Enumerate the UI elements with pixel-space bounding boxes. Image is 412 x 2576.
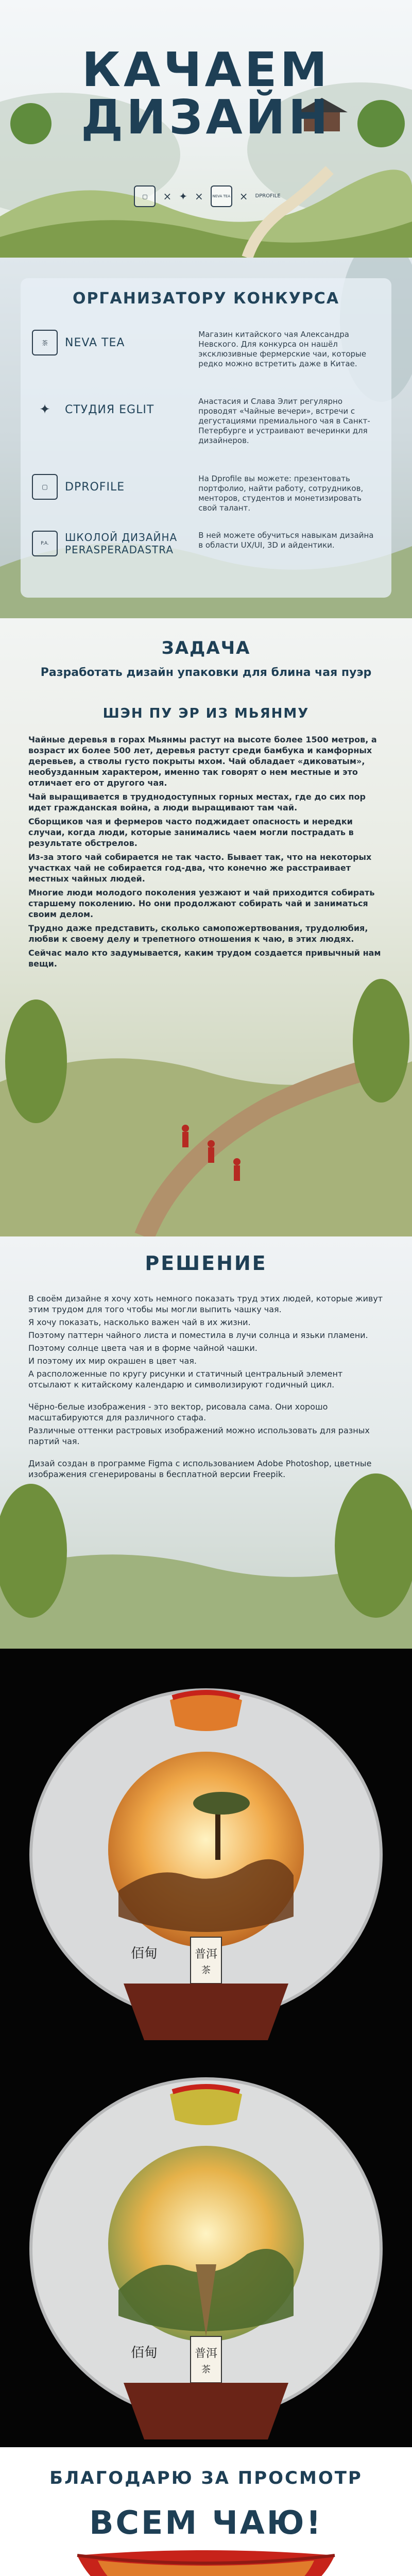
- solution-paragraph: А расположенные по кругу рисунки и статичный центральный элемент отсылают к китайскому календарю и символизируют годичный цикл.: [28, 1369, 343, 1389]
- neva-tea-logo-text: NEVA TEA: [212, 194, 231, 198]
- solution-paragraph: Я хочу показать, насколько важен чай в их жизни.: [28, 1317, 251, 1327]
- seal-text-2: 茶: [201, 1965, 211, 1976]
- task-paragraph: Чай выращивается в труднодоступных горных местах, где до сих пор идет гражданская война, а люди выращивают там чай.: [28, 792, 366, 812]
- organizer-desc: На Dprofile вы можете: презентовать портфолио, найти работу, сотрудников, менторов, студентов и монетизировать свой талант.: [198, 474, 364, 513]
- task-text: [28, 734, 384, 972]
- organizer-name: NEVA TEA: [65, 336, 125, 349]
- seal-text-3: 佰甸: [130, 2345, 158, 2361]
- logo-separator: ×: [163, 190, 172, 202]
- solution-paragraph: Поэтому паттерн чайного листа и поместила в лучи солнца и язьки пламени.: [28, 1330, 368, 1340]
- seal-text-1: 普洱: [194, 2347, 218, 2360]
- thanks-line-2: ВСЕМ ЧАЮ!: [89, 2504, 323, 2541]
- solution-paragraph: Чёрно-белые изображения - это вектор, рисовала сама. Они хорошо масштабируются для различного стафа.: [28, 1402, 328, 1422]
- solution-paragraph: В своём дизайне я хочу хоть немного показать труд этих людей, которые живут этим трудом для того чтобы мы могли выпить чашку чая.: [28, 1294, 383, 1314]
- logo-separator-3: ×: [239, 190, 248, 202]
- star-icon: ✦: [179, 190, 187, 202]
- star-icon: ✦: [39, 402, 50, 417]
- logo-separator-2: ×: [195, 190, 203, 202]
- seal-text-1: 普洱: [194, 1948, 218, 1961]
- organizer-desc: Анастасия и Слава Элит регулярно проводят «Чайные вечери», встречи с дегустациями премиального чая в Санкт-Петербурге и устраивают вечеринки для дизайнеров.: [198, 397, 370, 445]
- task-paragraph: Сборщиков чая и фермеров часто поджидает опасность и нередки случаи, когда люди, которые занимались чаем могли пострадать в результате обстрелов.: [28, 817, 354, 848]
- organizer-perasperadastra: [32, 531, 380, 556]
- task-section: [0, 618, 412, 1236]
- dprofile-logo-text: DPROFILE: [255, 193, 281, 199]
- hero-section: [0, 0, 412, 258]
- organizers-card: [21, 278, 391, 598]
- organizer-name: DPROFILE: [65, 480, 125, 494]
- solution-paragraph: И поэтому их мир окрашен в цвет чая.: [28, 1356, 197, 1366]
- neva-tea-logo-icon: [211, 185, 232, 207]
- task-heading: ЗАДАЧА: [161, 638, 251, 658]
- perasperadastra-logo-icon: P.A.: [32, 531, 58, 556]
- task-paragraph: Чайные деревья в горах Мьянмы растут на высоте более 1500 метров, а возраст их более 500 лет, деревья растут среди бамбука и камфорных деревьев, а стволы густо покрыты мхом. Чай обладает «диковатым», необузданным характером, именно так говорят о нем местные и это отличает его от другого чая.: [28, 735, 377, 788]
- task-paragraph: Из-за этого чай собирается не так часто. Бывает так, что на некоторых участках чай не собирается год-два, что конечно же расстраивает местных чайных людей.: [28, 852, 372, 884]
- egl-logo-icon: ▢: [134, 185, 156, 207]
- hero-logos: [0, 185, 412, 207]
- dprofile-logo-icon: ▢: [32, 474, 58, 500]
- solution-heading: РЕШЕНИЕ: [145, 1252, 267, 1275]
- organizer-desc: Магазин китайского чая Александра Невского. Для конкурса он нашёл эксклюзивные фермерские чаи, которые редко можно встретить даже в Китае.: [198, 330, 367, 368]
- seal-text-2: 茶: [201, 2364, 211, 2375]
- hero-title-line-1: КАЧАЕМ: [81, 42, 331, 97]
- organizer-dprofile: [32, 474, 380, 513]
- organizer-name: СТУДИЯ EGLIT: [65, 403, 154, 416]
- task-paragraph: Многие люди молодого поколения уезжают и чай приходится собирать старшему поколению. Но они продолжают собирать чай и заниматься своим делом.: [28, 888, 375, 919]
- organizer-desc: В ней можете обучиться навыкам дизайна в области UX/UI, 3D и айдентики.: [198, 531, 374, 550]
- task-paragraph: Сейчас мало кто задумывается, каким трудом создается привычный нам вещи.: [28, 948, 381, 969]
- solution-paragraph: Дизай создан в программе Figma с использованием Adobe Photoshop, цветные изображения сгенерированы в бесплатной версии Freepik.: [28, 1459, 372, 1479]
- organizer-neva-tea: [32, 330, 380, 369]
- organizer-name: ШКОЛОЙ ДИЗАЙНА PERASPERADASTRA: [65, 531, 178, 556]
- organizers-heading: ОРГАНИЗАТОРУ КОНКУРСА: [72, 290, 340, 308]
- thanks-line-1: БЛАГОДАРЮ ЗА ПРОСМОТР: [49, 2468, 363, 2488]
- hero-title-line-2: ДИЗАЙН: [81, 90, 331, 145]
- seal-text-3: 佰甸: [130, 1946, 158, 1961]
- tea-cup-icon: [0, 2550, 412, 2576]
- hero-title: [0, 42, 412, 145]
- solution-paragraph: Поэтому солнце цвета чая и в форме чайной чашки.: [28, 1343, 258, 1353]
- organizer-eglit: [32, 397, 380, 446]
- product-mockup-2: [0, 2048, 412, 2447]
- task-paragraph: Трудно даже представить, сколько самопожертвования, трудолюбия, любви к своему делу и трепетного отношения к чаю, в этих людях.: [28, 923, 368, 944]
- solution-text: [28, 1293, 384, 1482]
- tea-cake-mockup-1: [0, 1649, 412, 2048]
- task-subtitle: Разработать дизайн упаковки для блина чая пуэр: [40, 666, 372, 679]
- product-mockup-1: [0, 1649, 412, 2048]
- thanks-section: [0, 2447, 412, 2576]
- organizers-section: [0, 258, 412, 618]
- puer-heading: ШЭН ПУ ЭР ИЗ МЬЯНМУ: [102, 706, 310, 721]
- tea-cake-mockup-2: [0, 2048, 412, 2447]
- neva-tea-logo-icon: 茶: [32, 330, 58, 355]
- solution-paragraph: Различные оттенки растровых изображений можно использовать для разных партий чая.: [28, 1426, 370, 1446]
- solution-section: [0, 1236, 412, 1649]
